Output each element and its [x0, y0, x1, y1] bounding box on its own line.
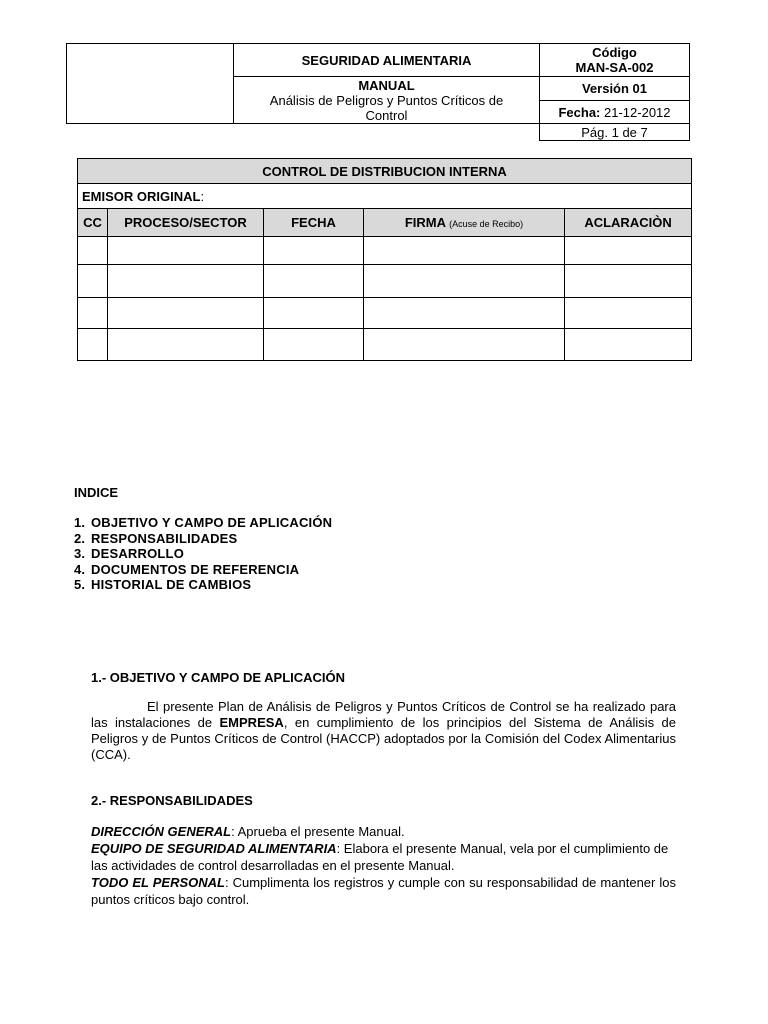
index-title: INDICE: [74, 485, 119, 500]
emisor-original: [78, 184, 692, 209]
index-item-number: 4.: [74, 561, 86, 577]
fecha: [540, 101, 690, 124]
table-cell: [364, 237, 565, 265]
table-cell: [108, 237, 264, 265]
index-item-label: DESARROLLO: [91, 546, 184, 561]
col-firma: [364, 209, 565, 237]
table-cell: [78, 237, 108, 265]
table-cell: [264, 237, 364, 265]
distribution-title: CONTROL DE DISTRIBUCION INTERNA: [78, 159, 692, 184]
emisor-colon: :: [200, 188, 205, 204]
table-cell: [565, 329, 692, 361]
logo-placeholder: [67, 44, 234, 124]
index-item: [74, 546, 332, 562]
table-cell: [364, 329, 565, 361]
table-cell: [565, 265, 692, 298]
role-name: TODO EL PERSONAL: [91, 875, 225, 890]
index-list: [74, 515, 332, 593]
table-row: [78, 329, 692, 361]
index-item-number: 3.: [74, 546, 86, 561]
table-cell: [78, 329, 108, 361]
table-cell: [264, 298, 364, 329]
table-cell: [565, 298, 692, 329]
role-name: EQUIPO DE SEGURIDAD ALIMENTARIA: [91, 841, 337, 856]
table-cell: [78, 298, 108, 329]
codigo-label: Código: [592, 45, 637, 60]
table-cell: [108, 265, 264, 298]
table-cell: [264, 265, 364, 298]
index-item: [74, 515, 332, 531]
index-item-label: HISTORIAL DE CAMBIOS: [91, 577, 252, 592]
distribution-table: [77, 158, 692, 361]
table-row: [78, 298, 692, 329]
document-code: [540, 44, 690, 77]
table-cell: [364, 265, 565, 298]
section1-text-before: El presente Plan de Análisis de Peligros y Puntos Críticos de Control se ha realizado para las instalaciones de: [91, 699, 676, 730]
firma-note: (Acuse de Recibo): [449, 219, 524, 229]
doc-type: MANUAL: [358, 78, 415, 93]
table-cell: [565, 237, 692, 265]
fecha-label: Fecha:: [558, 104, 601, 120]
emisor-label: EMISOR ORIGINAL: [82, 188, 201, 204]
col-proceso: PROCESO/SECTOR: [108, 209, 264, 237]
col-fecha: FECHA: [264, 209, 364, 237]
version: Versión 01: [540, 77, 690, 101]
doc-subtitle: Análisis de Peligros y Puntos Críticos de Control: [269, 93, 504, 123]
document-title: [234, 77, 540, 124]
section2-body: [91, 823, 676, 908]
company-title: SEGURIDAD ALIMENTARIA: [234, 44, 540, 77]
role-text: : Cumplimenta los registros y cumple con su responsabilidad de mantener los puntos críticos bajo control.: [91, 875, 676, 907]
index-item: [74, 562, 332, 578]
index-item-label: RESPONSABILIDADES: [91, 530, 238, 546]
fecha-value: 21-12-2012: [604, 104, 671, 120]
table-cell: [264, 329, 364, 361]
index-item-number: 5.: [74, 577, 86, 592]
section2-title: 2.- RESPONSABILIDADES: [91, 793, 253, 808]
index-item-number: 1.: [74, 515, 86, 530]
firma-label: FIRMA: [404, 215, 446, 230]
section1-body: [91, 699, 676, 763]
responsibility-item: [91, 823, 676, 840]
table-cell: [108, 298, 264, 329]
index-item: [74, 531, 332, 547]
table-row: [78, 265, 692, 298]
page-number: Pág. 1 de 7: [540, 124, 690, 141]
responsibility-item: [91, 840, 676, 874]
column-headers: [78, 209, 692, 237]
index-item-label: DOCUMENTOS DE REFERENCIA: [91, 561, 300, 577]
section1-company: EMPRESA: [219, 715, 284, 730]
index-item: [74, 577, 332, 593]
col-cc: CC: [78, 209, 108, 237]
role-name: DIRECCIÓN GENERAL: [91, 824, 232, 839]
codigo-value: MAN-SA-002: [575, 60, 654, 75]
role-text: : Aprueba el presente Manual.: [231, 824, 405, 839]
table-cell: [108, 329, 264, 361]
col-aclaracion: ACLARACIÒN: [565, 209, 692, 237]
table-row: [78, 237, 692, 265]
document-header: [66, 43, 690, 141]
responsibility-item: [91, 874, 676, 908]
table-cell: [364, 298, 565, 329]
index-item-number: 2.: [74, 530, 86, 546]
role-text: : Elabora el presente Manual, vela por el cumplimiento de las actividades de control desarrolladas en el presente Manual.: [91, 841, 669, 873]
section1-text-after: , en cumplimiento de los principios del Sistema de Análisis de Peligros y de Puntos Críticos de Control (HACCP) adoptados por la Comisión del Codex Alimentarius (CCA).: [91, 715, 676, 762]
index-item-label: OBJETIVO Y CAMPO DE APLICACIÓN: [91, 515, 333, 530]
table-cell: [78, 265, 108, 298]
section1-title: 1.- OBJETIVO Y CAMPO DE APLICACIÓN: [91, 670, 346, 685]
